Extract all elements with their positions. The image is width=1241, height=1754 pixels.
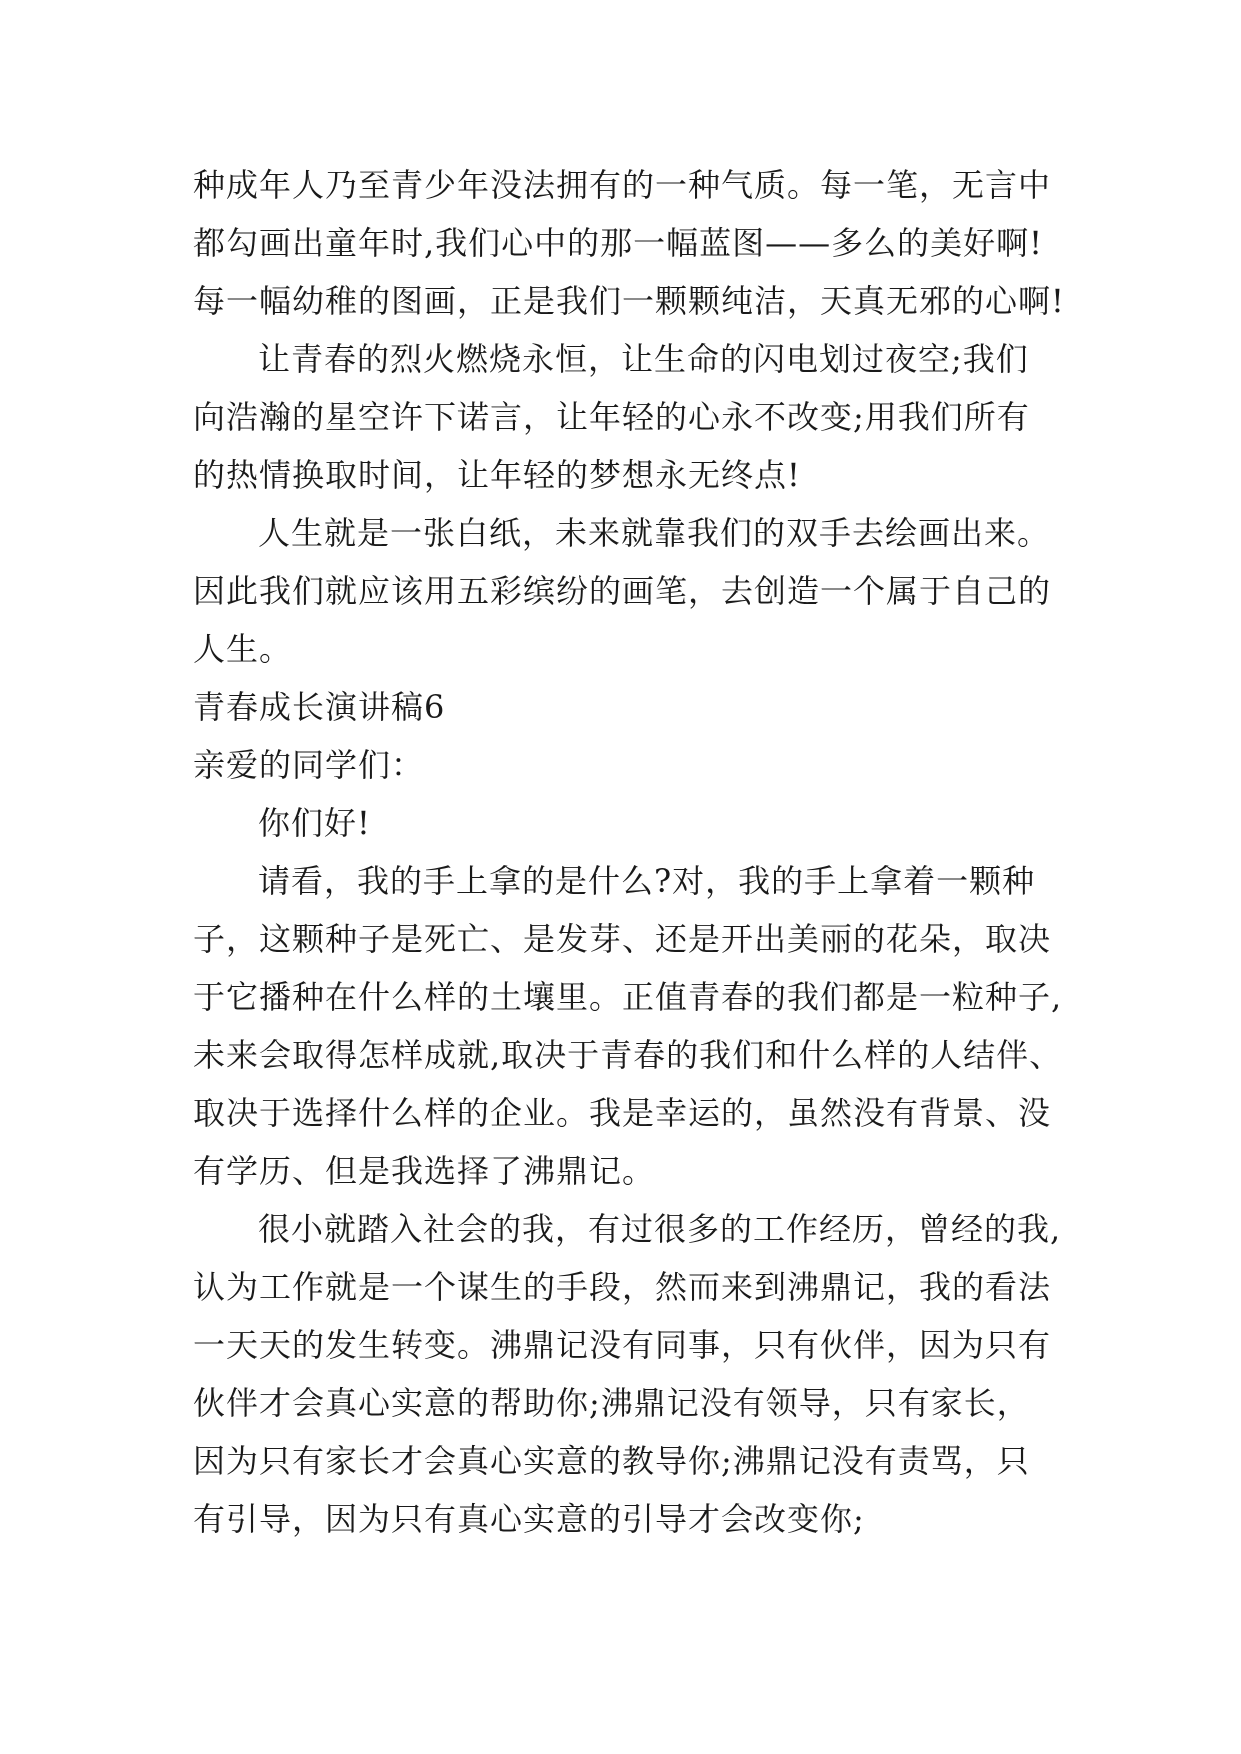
paragraph-line: 因为只有家长才会真心实意的教导你;沸鼎记没有责骂，只	[193, 1442, 1030, 1480]
paragraph-line: 请看，我的手上拿的是什么?对，我的手上拿着一颗种	[258, 862, 1036, 900]
paragraph-line: 人生。	[193, 630, 293, 668]
paragraph-line: 让青春的烈火燃烧永恒，让生命的闪电划过夜空;我们	[258, 340, 1029, 378]
paragraph-line: 伙伴才会真心实意的帮助你;沸鼎记没有领导，只有家长，	[193, 1384, 1030, 1422]
paragraph-line: 一天天的发生转变。沸鼎记没有同事，只有伙伴，因为只有	[193, 1326, 1052, 1364]
section-title: 青春成长演讲稿6	[193, 688, 446, 726]
paragraph-line: 子，这颗种子是死亡、是发芽、还是开出美丽的花朵，取决	[193, 920, 1052, 958]
paragraph-line: 的热情换取时间，让年轻的梦想永无终点!	[193, 456, 801, 494]
greeting: 你们好!	[258, 804, 371, 842]
paragraph-line: 有学历、但是我选择了沸鼎记。	[193, 1152, 656, 1190]
paragraph-line: 因此我们就应该用五彩缤纷的画笔，去创造一个属于自己的	[193, 572, 1052, 610]
paragraph-line: 有引导，因为只有真心实意的引导才会改变你;	[193, 1500, 865, 1538]
paragraph-line: 每一幅幼稚的图画，正是我们一颗颗纯洁，天真无邪的心啊!	[193, 282, 1065, 320]
paragraph-line: 向浩瀚的星空许下诺言，让年轻的心永不改变;用我们所有	[193, 398, 1030, 436]
paragraph-line: 取决于选择什么样的企业。我是幸运的，虽然没有背景、没	[193, 1094, 1052, 1132]
paragraph-line: 于它播种在什么样的土壤里。正值青春的我们都是一粒种子,	[193, 978, 1063, 1016]
salutation: 亲爱的同学们：	[193, 746, 425, 784]
paragraph-line: 都勾画出童年时,我们心中的那一幅蓝图——多么的美好啊!	[193, 224, 1044, 262]
paragraph-line: 人生就是一张白纸，未来就靠我们的双手去绘画出来。	[258, 514, 1051, 552]
paragraph-line: 未来会取得怎样成就,取决于青春的我们和什么样的人结伴、	[193, 1036, 1063, 1074]
paragraph-line: 很小就踏入社会的我，有过很多的工作经历，曾经的我,	[258, 1210, 1062, 1248]
paragraph-line: 种成年人乃至青少年没法拥有的一种气质。每一笔，无言中	[193, 166, 1052, 204]
paragraph-line: 认为工作就是一个谋生的手段，然而来到沸鼎记，我的看法	[193, 1268, 1052, 1306]
